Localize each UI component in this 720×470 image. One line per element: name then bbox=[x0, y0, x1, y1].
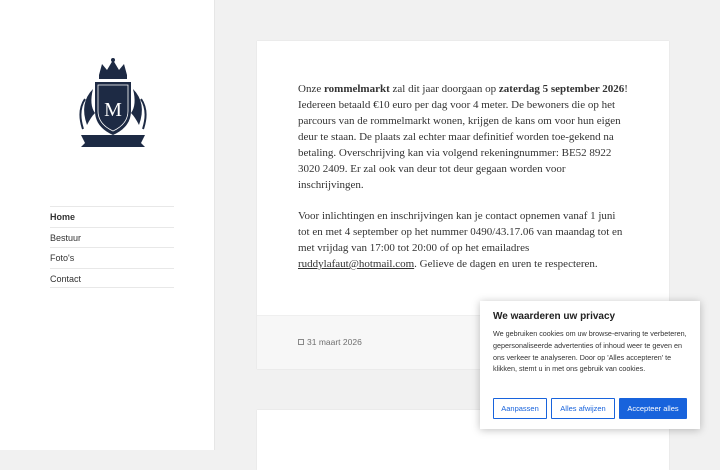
bold-rommelmarkt: rommelmarkt bbox=[323, 83, 390, 95]
nav-item-home[interactable]: Home bbox=[50, 206, 174, 227]
accept-all-button[interactable]: Accepteer alles bbox=[619, 398, 687, 419]
post-paragraph-2 bbox=[298, 208, 628, 272]
nav-item-fotos[interactable]: Foto's bbox=[50, 247, 174, 268]
text: ! Iedereen betaald €10 euro per dag voor 4 meter. De bewoners die op het parcours van de rommelmarkt wonen, krijgen de kans om voor hun eigen deur te staan. De plaats zal echter maar definitief worden toe-gekend na betaling. Overschrijving kan via volgend rekeningnummer: BE52 8922 3020 2409. Er zal ook van deur tot deur gegaan worden voor inschrijvingen. bbox=[298, 83, 628, 191]
email-link[interactable]: ruddylafaut@hotmail.com bbox=[298, 258, 415, 270]
bold-date: zaterdag 5 september 2026 bbox=[498, 83, 625, 95]
calendar-icon bbox=[298, 339, 304, 345]
post-date-text: 31 maart 2026 bbox=[307, 337, 362, 347]
main-nav bbox=[50, 206, 174, 288]
cookie-consent-banner bbox=[480, 301, 700, 429]
nav-item-contact[interactable]: Contact bbox=[50, 268, 174, 289]
post-paragraph-1 bbox=[298, 81, 628, 193]
sidebar bbox=[0, 0, 215, 450]
post-date[interactable] bbox=[298, 336, 362, 348]
text: . Gelieve de dagen en uren te respecteren. bbox=[414, 258, 598, 270]
cookie-title: We waarderen uw privacy bbox=[493, 311, 616, 322]
crest-logo-icon[interactable] bbox=[75, 55, 151, 151]
nav-item-bestuur[interactable]: Bestuur bbox=[50, 227, 174, 248]
post-content bbox=[298, 81, 628, 287]
text: Onze bbox=[298, 83, 324, 95]
customize-button[interactable]: Aanpassen bbox=[493, 398, 547, 419]
reject-all-button[interactable]: Alles afwijzen bbox=[551, 398, 615, 419]
text: Voor inlichtingen en inschrijvingen kan je contact opnemen vanaf 1 juni tot en met 4 september op het nummer 0490/43.17.06 van maandag tot en met vrijdag van 17:00 tot 20:00 of op het emailadres bbox=[298, 210, 623, 254]
cookie-text: We gebruiken cookies om uw browse-ervaring te verbeteren, gepersonaliseerde advertenties of inhoud weer te geven en ons verkeer te analyseren. Door op 'Alles accepteren' te klikken, stemt u in met ons gebruik van cookies. bbox=[493, 329, 687, 374]
svg-text:M: M bbox=[104, 99, 122, 121]
text: zal dit jaar doorgaan op bbox=[389, 83, 499, 95]
